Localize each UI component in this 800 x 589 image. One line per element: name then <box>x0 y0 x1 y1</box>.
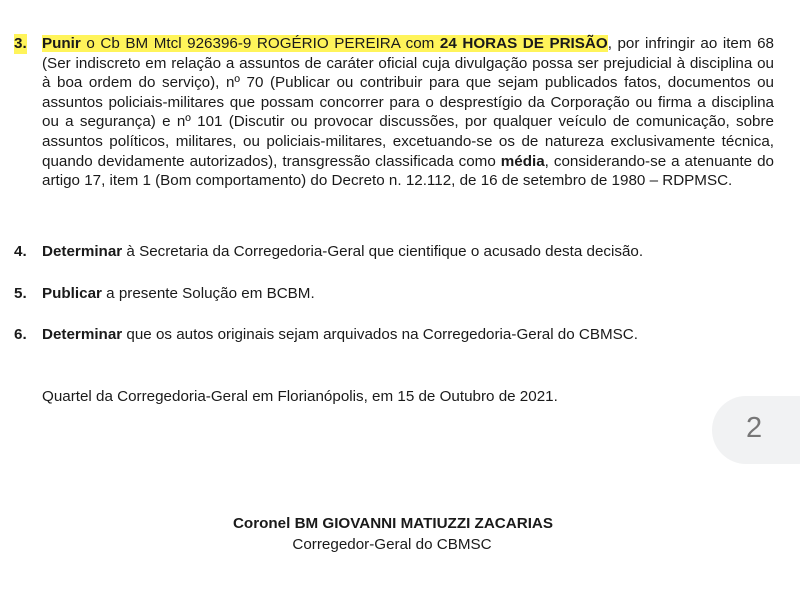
list-item-3 <box>14 34 774 191</box>
item-number: 5. <box>14 285 27 302</box>
item-verb: Publicar <box>42 285 102 302</box>
list-item-4 <box>14 242 774 262</box>
list-item-5 <box>14 284 774 304</box>
highlighted-text <box>42 35 608 52</box>
item-verb: Punir <box>42 35 81 52</box>
penalty-text: 24 HORAS DE PRISÃO <box>439 35 608 52</box>
item-verb: Determinar <box>42 243 123 260</box>
item-number: 4. <box>14 243 27 260</box>
closing-line: Quartel da Corregedoria-Geral em Florianópolis, em 15 de Outubro de 2021. <box>42 388 558 405</box>
classification-text: média <box>500 152 545 170</box>
highlighted-subject: o Cb BM Mtcl 926396-9 ROGÉRIO PEREIRA com <box>80 35 440 52</box>
item-number: 6. <box>14 326 27 343</box>
item-text <box>42 242 774 262</box>
item-body-a: , por infringir ao item 68 (Ser indiscreto em relação a assuntos de caráter oficial cuja divulgação possa ser prejudicial à disciplina ou à boa ordem do serviço), nº 70 (Publicar ou contribuir para que sejam publicados fatos, documentos ou assuntos policiais-militares que possam concorrer para o desprestígio da Corporação ou firma a disciplina ou a segurança) e nº 101 (Discutir ou provocar discussões, por qualquer veículo de comunicação, sobre assuntos políticos, militares, ou policiais-militares, excetuando-se os de natureza exclusivamente técnica, quando devidamente autorizados), transgressão classificada como <box>42 35 774 170</box>
item-number: 3. <box>14 35 27 52</box>
item-verb: Determinar <box>42 326 123 343</box>
signature-block <box>0 513 800 555</box>
item-text <box>42 325 774 345</box>
signatory-role: Corregedor-Geral do CBMSC <box>292 536 492 553</box>
item-text <box>42 34 774 191</box>
page-number: 2 <box>746 412 763 444</box>
item-body: que os autos originais sejam arquivados na Corregedoria-Geral do CBMSC. <box>122 326 638 343</box>
item-body: à Secretaria da Corregedoria-Geral que cientifique o acusado desta decisão. <box>122 243 644 260</box>
item-body-b: , considerando-se a atenuante do artigo 17, item 1 (Bom comportamento) do Decreto n. 12.112, de 16 de setembro de 1980 – RDPMSC. <box>42 152 774 190</box>
page-number-badge <box>712 396 800 464</box>
item-text <box>42 284 774 304</box>
list-item-6 <box>14 325 774 345</box>
signatory-name: Coronel BM GIOVANNI MATIUZZI ZACARIAS <box>232 515 554 532</box>
item-body: a presente Solução em BCBM. <box>101 285 315 302</box>
